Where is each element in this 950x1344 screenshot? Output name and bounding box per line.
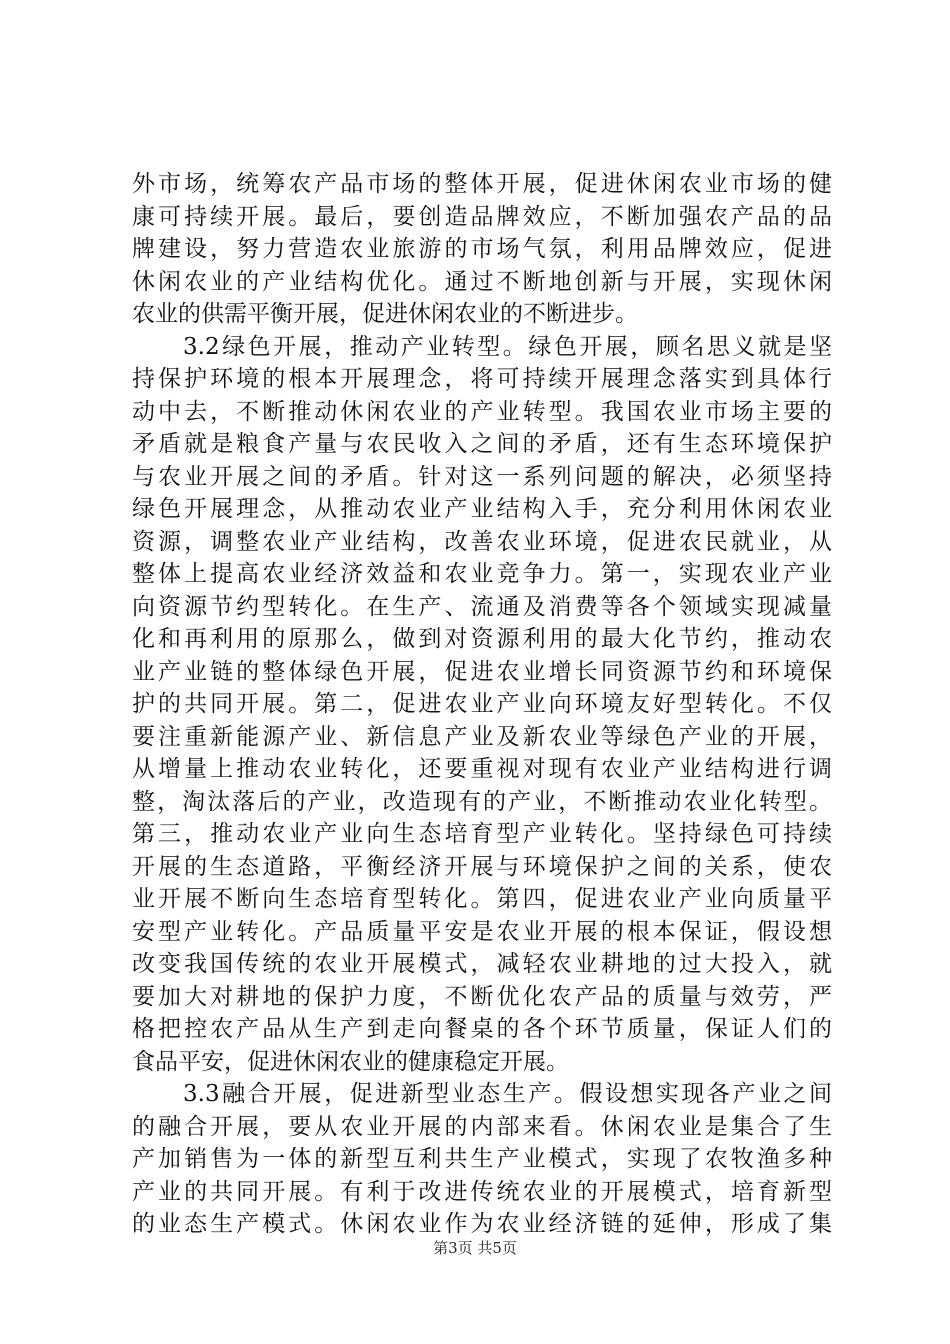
text-line: 向资源节约型转化。在生产、流通及消费等各个领域实现减量 <box>132 593 832 620</box>
text-line: 要注重新能源产业、新信息产业及新农业等绿色产业的开展， <box>132 723 832 750</box>
text-line: 外市场，统筹农产品市场的整体开展，促进休闲农业市场的健 <box>132 171 832 197</box>
text-line: 食品平安，促进休闲农业的健康稳定开展。 <box>132 1048 569 1075</box>
text-line: 持保护环境的根本开展理念，将可持续开展理念落实到具体行 <box>132 366 832 392</box>
page-number-footer: 第3页 共5页 <box>433 1239 517 1257</box>
text-line: 资源，调整农业产业结构，改善农业环境，促进农民就业，从 <box>132 528 832 555</box>
text-line: 矛盾就是粮食产量与农民收入之间的矛盾，还有生态环境保护 <box>132 431 832 457</box>
text-line: 业产业链的整体绿色开展，促进农业增长同资源节约和环境保 <box>132 658 832 685</box>
text-line: 格把控农产品从生产到走向餐桌的各个环节质量，保证人们的 <box>132 1016 832 1042</box>
text-line: 整体上提高农业经济效益和农业竞争力。第一，实现农业产业 <box>132 561 832 587</box>
text-line: 绿色开展理念，从推动农业产业结构入手，充分利用休闲农业 <box>132 496 832 522</box>
text-line: 业开展不断向生态培育型转化。第四，促进农业产业向质量平 <box>132 886 832 912</box>
text-line: 与农业开展之间的矛盾。针对这一系列问题的解决，必须坚持 <box>132 463 832 490</box>
text-line: 的融合开展，要从农业开展的内部来看。休闲农业是集合了生 <box>132 1113 832 1140</box>
text-line: 护的共同开展。第二，促进农业产业向环境友好型转化。不仅 <box>132 691 832 717</box>
text-line: 3.2绿色开展，推动产业转型。绿色开展，顾名思义就是坚 <box>132 333 832 360</box>
text-line: 化和再利用的原那么，做到对资源利用的最大化节约，推动农 <box>132 626 832 652</box>
text-line: 整，淘汰落后的产业，改造现有的产业，不断推动农业化转型。 <box>132 788 832 815</box>
text-line: 牌建设，努力营造农业旅游的市场气氛，利用品牌效应，促进 <box>132 236 832 262</box>
text-line: 要加大对耕地的保护力度，不断优化农产品的质量与效劳，严 <box>132 983 832 1010</box>
text-line: 开展的生态道路，平衡经济开展与环境保护之间的关系，使农 <box>132 853 832 880</box>
text-line: 康可持续开展。最后，要创造品牌效应，不断加强农产品的品 <box>132 203 832 230</box>
text-line: 休闲农业的产业结构优化。通过不断地创新与开展，实现休闲 <box>132 268 832 295</box>
text-line: 产业的共同开展。有利于改进传统农业的开展模式，培育新型 <box>132 1178 832 1205</box>
text-line: 动中去，不断推动休闲农业的产业转型。我国农业市场主要的 <box>132 398 832 425</box>
text-line: 的业态生产模式。休闲农业作为农业经济链的延伸，形成了集 <box>132 1211 832 1237</box>
text-line: 安型产业转化。产品质量平安是农业开展的根本保证，假设想 <box>132 918 832 945</box>
body-text <box>132 168 832 1241</box>
text-line: 农业的供需平衡开展，促进休闲农业的不断进步。 <box>132 301 638 327</box>
text-line: 第三，推动农业产业向生态培育型产业转化。坚持绿色可持续 <box>132 821 832 847</box>
text-line: 3.3融合开展，促进新型业态生产。假设想实现各产业之间 <box>132 1081 832 1107</box>
text-line: 从增量上推动农业转化，还要重视对现有农业产业结构进行调 <box>132 756 832 782</box>
text-line: 改变我国传统的农业开展模式，减轻农业耕地的过大投入，就 <box>132 951 832 977</box>
text-line: 产加销售为一体的新型互利共生产业模式，实现了农牧渔多种 <box>132 1146 832 1172</box>
